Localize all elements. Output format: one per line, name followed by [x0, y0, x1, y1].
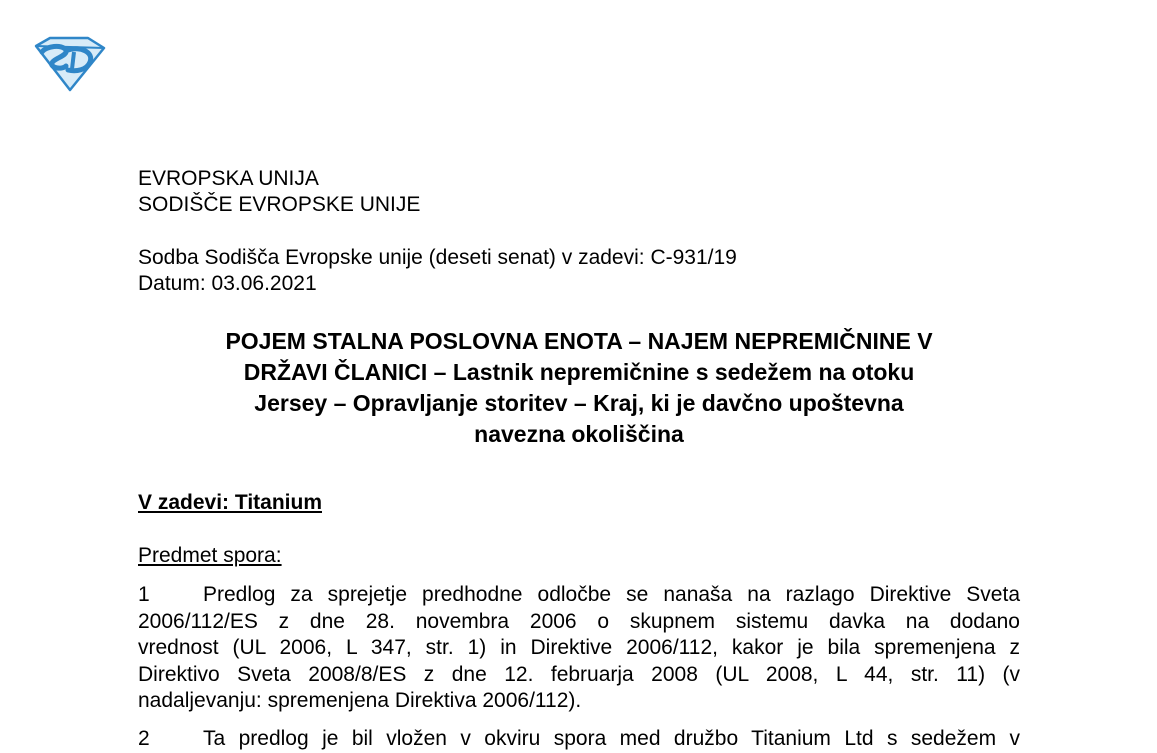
- case-heading: V zadevi: Titanium: [138, 491, 322, 514]
- paragraph-line: Predlog za sprejetje predhodne odločbe se nanaša na razlago Direktive Sveta: [203, 583, 1020, 606]
- paragraph: [138, 726, 1020, 753]
- publisher-logo-icon: [32, 36, 106, 92]
- document-title: [138, 326, 1020, 450]
- title-line: DRŽAVI ČLANICI – Lastnik nepremičnine s sedežem na otoku: [243, 359, 915, 385]
- title-line: Jersey – Opravljanje storitev – Kraj, ki je davčno upoštevna: [254, 390, 904, 416]
- title-line: navezna okoliščina: [474, 421, 684, 447]
- paragraph: [138, 582, 1020, 715]
- paragraph-line: Ta predlog je bil vložen v okviru spora med družbo Titanium Ltd s sedežem v: [203, 727, 1020, 750]
- judgment-reference: Sodba Sodišča Evropske unije (deseti senat) v zadevi: C-931/19: [138, 246, 737, 269]
- paragraph-line: nadaljevanju: spremenjena Direktiva 2006/112).: [138, 689, 582, 712]
- court-name-line: SODIŠČE EVROPSKE UNIJE: [138, 193, 421, 216]
- paragraph-line: 2006/112/ES z dne 28. novembra 2006 o skupnem sistemu davka na dodano: [138, 609, 1020, 633]
- paragraph-line: vrednost (UL 2006, L 347, str. 1) in Direktive 2006/112, kakor je bila spremenjena z: [138, 636, 1020, 659]
- subject-heading: Predmet spora:: [138, 544, 282, 567]
- paragraph-line: Direktivo Sveta 2008/8/ES z dne 12. februarja 2008 (UL 2008, L 44, str. 11) (v: [138, 662, 1020, 686]
- org-name-line: EVROPSKA UNIJA: [138, 167, 319, 190]
- paragraph-number: 1: [138, 583, 150, 606]
- judgment-date: Datum: 03.06.2021: [138, 272, 317, 295]
- title-line: POJEM STALNA POSLOVNA ENOTA – NAJEM NEPREMIČNINE V: [225, 328, 933, 354]
- paragraph-number: 2: [138, 727, 150, 750]
